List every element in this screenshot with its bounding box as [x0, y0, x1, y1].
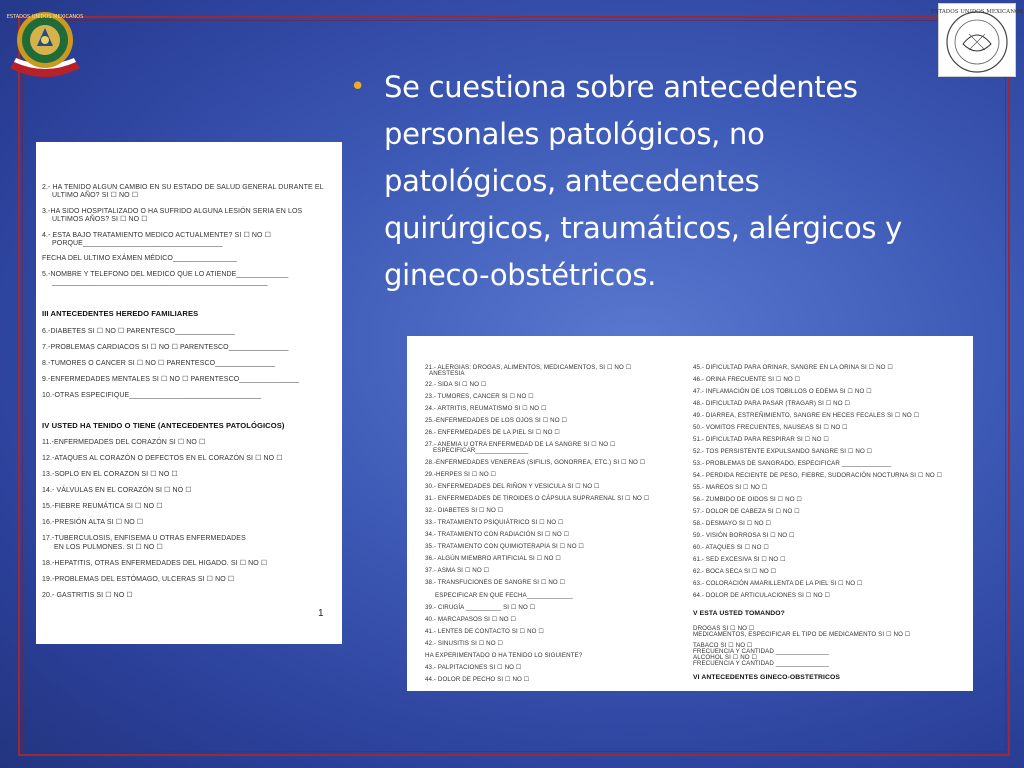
- form2-section-heading: V ESTA USTED TOMANDO?: [693, 610, 785, 617]
- form2-right-line: 45.- DIFICULTAD PARA ORINAR, SANGRE EN LA ORINA SI ☐ NO ☐: [693, 364, 894, 371]
- bullet-line-3: patológicos, antecedentes: [384, 164, 760, 198]
- form1-line: 18.-HEPATITIS, OTRAS ENFERMEDADES DEL HIGADO. SI ☐ NO ☐: [42, 560, 268, 567]
- form2-left-line: 43.- PALPITACIONES SI ☐ NO ☐: [425, 664, 522, 671]
- form2-right-line: 46.- ORINA FRECUENTE SI ☐ NO ☐: [693, 376, 801, 383]
- form2-right-line: FRECUENCIA Y CANTIDAD _______________: [693, 648, 829, 655]
- form1-line: 15.-FIEBRE REUMÁTICA SI ☐ NO ☐: [42, 503, 163, 510]
- form1-section-heading: III ANTECEDENTES HEREDO FAMILIARES: [42, 309, 199, 318]
- form2-left-line: 42.- SINUSITIS SI ☐ NO ☐: [425, 640, 504, 647]
- form1-line: 2.- HA TENIDO ALGUN CAMBIO EN SU ESTADO DE SALUD GENERAL DURANTE EL: [42, 184, 324, 191]
- form1-line: 7.-PROBLEMAS CARDIACOS SI ☐ NO ☐ PARENTESCO_______________: [42, 344, 289, 351]
- form2-left-line: 44.- DOLOR DE PECHO SI ☐ NO ☐: [425, 676, 530, 683]
- form2-left-line: 26.- ENFERMEDADES DE LA PIEL SI ☐ NO ☐: [425, 429, 561, 436]
- form2-left-line: 27.- ANEMIA U OTRA ENFERMEDAD DE LA SANGRE SI ☐ NO ☐: [425, 441, 616, 448]
- bullet-line-1: Se cuestiona sobre antecedentes: [384, 70, 858, 104]
- form2-left-line: 25.-ENFERMEDADES DE LOS OJOS SI ☐ NO ☐: [425, 417, 568, 424]
- form1-line: 19.-PROBLEMAS DEL ESTÓMAGO, ULCERAS SI ☐ NO ☐: [42, 576, 235, 583]
- form2-left-line: ESPECIFICAR_______________: [433, 447, 529, 454]
- form2-right-line: ALCOHOL SI ☐ NO ☐: [693, 654, 758, 661]
- form1-line: 16.-PRESIÓN ALTA SI ☐ NO ☐: [42, 519, 144, 526]
- form2-right-line: 62.- BOCA SECA SI ☐ NO ☐: [693, 568, 777, 575]
- form2-right-line: 57.- DOLOR DE CABEZA SI ☐ NO ☐: [693, 508, 800, 515]
- form2-left-line: 34.- TRATAMIENTO CON RADIACIÓN SI ☐ NO ☐: [425, 531, 570, 538]
- form1-line: 10.-OTRAS ESPECIFIQUE_________________________________: [42, 392, 262, 399]
- form2-right-line: 61.- SED EXCESIVA SI ☐ NO ☐: [693, 556, 786, 563]
- form2-left-line: ANESTESIA: [429, 370, 465, 377]
- form2-left-line: 30.- ENFERMEDADES DEL RIÑON Y VESICULA SI ☐ NO ☐: [425, 483, 600, 490]
- form2-left-line: 37.- ASMA SI ☐ NO ☐: [425, 567, 490, 574]
- form2-right-line: 49.- DIARREA, ESTREÑIMIENTO, SANGRE EN HECES FECALES SI ☐ NO ☐: [693, 412, 920, 419]
- bullet-line-4: quirúrgicos, traumáticos, alérgicos y: [384, 211, 903, 245]
- form1-line: 20.- GASTRITIS SI ☐ NO ☐: [42, 592, 133, 599]
- form2-left-line: 24.- ARTRITIS, REUMATISMO SI ☐ NO ☐: [425, 405, 547, 412]
- form2-right-line: 48.- DIFICULTAD PARA PASAR (TRAGAR) SI ☐ NO ☐: [693, 400, 851, 407]
- form1-line: 9.-ENFERMEDADES MENTALES SI ☐ NO ☐ PARENTESCO_______________: [42, 376, 300, 383]
- form1-line: ULTIMOS AÑOS? SI ☐ NO ☐: [52, 216, 148, 223]
- form2-right-line: DROGAS SI ☐ NO ☐: [693, 625, 755, 632]
- bullet-line-2: personales patológicos, no: [384, 117, 765, 151]
- form2-left-line: 36.- ALGÚN MIEMBRO ARTIFICIAL SI ☐ NO ☐: [425, 555, 562, 562]
- form2-left-line: 35.- TRATAMIENTO CON QUIMIOTERAPIA SI ☐ NO ☐: [425, 543, 585, 550]
- form2-right-line: 52.- TOS PERSISTENTE EXPULSANDO SANGRE SI ☐ NO ☐: [693, 448, 873, 455]
- bullet-line-5: gineco-obstétricos.: [384, 258, 657, 292]
- form2-left-line: 21.- ALERGIAS: DROGAS, ALIMENTOS, MEDICAMENTOS, SI ☐ NO ☐: [425, 364, 632, 371]
- form1-line: 14.- VÁLVULAS EN EL CORAZÓN SI ☐ NO ☐: [42, 487, 192, 494]
- form2-left-line: 28.-ENFERMEDADES VENEREAS (SIFILIS, GONORREA, ETC.) SI ☐ NO ☐: [425, 459, 646, 466]
- form1-page-number: 1: [318, 608, 324, 619]
- bullet-icon: •: [350, 72, 366, 102]
- form2-right-line: 47.- INFLAMACIÓN DE LOS TOBILLOS O EDEMA SI ☐ NO ☐: [693, 388, 872, 395]
- form2-right-line: 58.- DESMAYO SI ☐ NO ☐: [693, 520, 772, 527]
- form2-right-line: 56.- ZUMBIDO DE OIDOS SI ☐ NO ☐: [693, 496, 803, 503]
- form2-right-line: 63.- COLORACIÓN AMARILLENTA DE LA PIEL SI ☐ NO ☐: [693, 580, 863, 587]
- form1-line: 4.- ESTA BAJO TRATAMIENTO MEDICO ACTUALMENTE? SI ☐ NO ☐: [42, 232, 271, 239]
- form2-right-line: MEDICAMENTOS, ESPECIFICAR EL TIPO DE MEDICAMENTO SI ☐ NO ☐: [693, 631, 911, 638]
- form2-left-line: 39.- CIRUGÍA __________ SI ☐ NO ☐: [425, 604, 536, 611]
- form2-left-line: 32.- DIABETES SI ☐ NO ☐: [425, 507, 504, 514]
- right-seal-text: ESTADOS UNIDOS MEXICANOS: [930, 9, 1024, 15]
- form2-section-heading: VI ANTECEDENTES GINECO-OBSTETRICOS: [693, 674, 841, 681]
- form2-right-line: FRECUENCIA Y CANTIDAD _______________: [693, 660, 829, 667]
- form1-line: 6.-DIABETES SI ☐ NO ☐ PARENTESCO_______________: [42, 328, 235, 335]
- form2-right-line: 55.- MAREOS SI ☐ NO ☐: [693, 484, 768, 491]
- form1-line: FECHA DEL ULTIMO EXÁMEN MÉDICO________________: [42, 255, 237, 262]
- form2-left-line: 29.-HERPES SI ☐ NO ☐: [425, 471, 497, 478]
- left-emblem-text: ESTADOS UNIDOS MEXICANOS: [6, 14, 84, 20]
- form2-right-line: 59.- VISIÓN BORROSA SI ☐ NO ☐: [693, 532, 795, 539]
- form1-line: 13.-SOPLO EN EL CORAZON SI ☐ NO ☐: [42, 471, 178, 478]
- form1-line: 3.-HA SIDO HOSPITALIZADO O HA SUFRIDO ALGUNA LESIÓN SERIA EN LOS: [42, 208, 303, 215]
- bullet-point: [350, 64, 998, 299]
- form2-right-line: 64.- DOLOR DE ARTICULACIONES SI ☐ NO ☐: [693, 592, 831, 599]
- form1-line: 17.-TUBERCULOSIS, ENFISEMA U OTRAS ENFERMEDADES: [42, 535, 246, 542]
- form2-right-line: 50.- VOMITOS FRECUENTES, NAUSEAS SI ☐ NO ☐: [693, 424, 848, 431]
- form1-line: ULTIMO AÑO? SI ☐ NO ☐: [52, 192, 139, 199]
- form2-left-line: 41.- LENTES DE CONTACTO SI ☐ NO ☐: [425, 628, 545, 635]
- form2-left-line: ESPECIFICAR EN QUE FECHA_____________: [435, 592, 573, 599]
- form2-left-line: 22.- SIDA SI ☐ NO ☐: [425, 381, 487, 388]
- left-emblem-logo: [4, 6, 86, 78]
- form1-line: EN LOS PULMONES. SI ☐ NO ☐: [54, 544, 163, 551]
- form1-line: 5.-NOMBRE Y TELEFONO DEL MEDICO QUE LO ATIENDE_____________: [42, 271, 289, 278]
- form1-line: PORQUE___________________________________: [52, 240, 223, 247]
- form1-section-heading: IV USTED HA TENIDO O TIENE (ANTECEDENTES PATOLÓGICOS): [42, 421, 285, 430]
- form2-right-line: 54.- PERDIDA RECIENTE DE PESO, FIEBRE, SUDORACIÓN NOCTURNA SI ☐ NO ☐: [693, 472, 943, 479]
- form1-line: 8.-TUMORES O CANCER SI ☐ NO ☐ PARENTESCO_______________: [42, 360, 276, 367]
- form2-left-line: 33.- TRATAMIENTO PSIQUIÁTRICO SI ☐ NO ☐: [425, 519, 564, 526]
- form2-left-line: 40.- MARCAPASOS SI ☐ NO ☐: [425, 616, 517, 623]
- form2-left-line: 31.- ENFERMEDADES DE TIROIDES O CÁPSULA SUPRARENAL SI ☐ NO ☐: [425, 495, 650, 502]
- form2-left-line: 38.- TRANSFUCIONES DE SANGRE SI ☐ NO ☐: [425, 579, 566, 586]
- form2-left-line: 23.- TUMORES, CANCER SI ☐ NO ☐: [425, 393, 534, 400]
- form2-right-line: 53.- PROBLEMAS DE SANGRADO, ESPECIFICAR ______________: [693, 460, 892, 467]
- form2-right-line: 60.- ATAQUES SI ☐ NO ☐: [693, 544, 769, 551]
- form2-right-line: TABACO SI ☐ NO ☐: [693, 642, 753, 649]
- form-page-2-image: [407, 336, 973, 691]
- form2-left-line: HA EXPERIMENTADO O HA TENIDO LO SIGUIENTE?: [425, 652, 583, 659]
- form1-line: 11.-ENFERMEDADES DEL CORAZÓN SI ☐ NO ☐: [42, 439, 206, 446]
- form1-line: ______________________________________________________: [52, 279, 268, 286]
- form-page-1-image: [36, 142, 342, 644]
- form1-line: 12.-ATAQUES AL CORAZÓN O DEFECTOS EN EL CORAZÓN SI ☐ NO ☐: [42, 455, 283, 462]
- form2-right-line: 51.- DIFICULTAD PARA RESPIRAR SI ☐ NO ☐: [693, 436, 830, 443]
